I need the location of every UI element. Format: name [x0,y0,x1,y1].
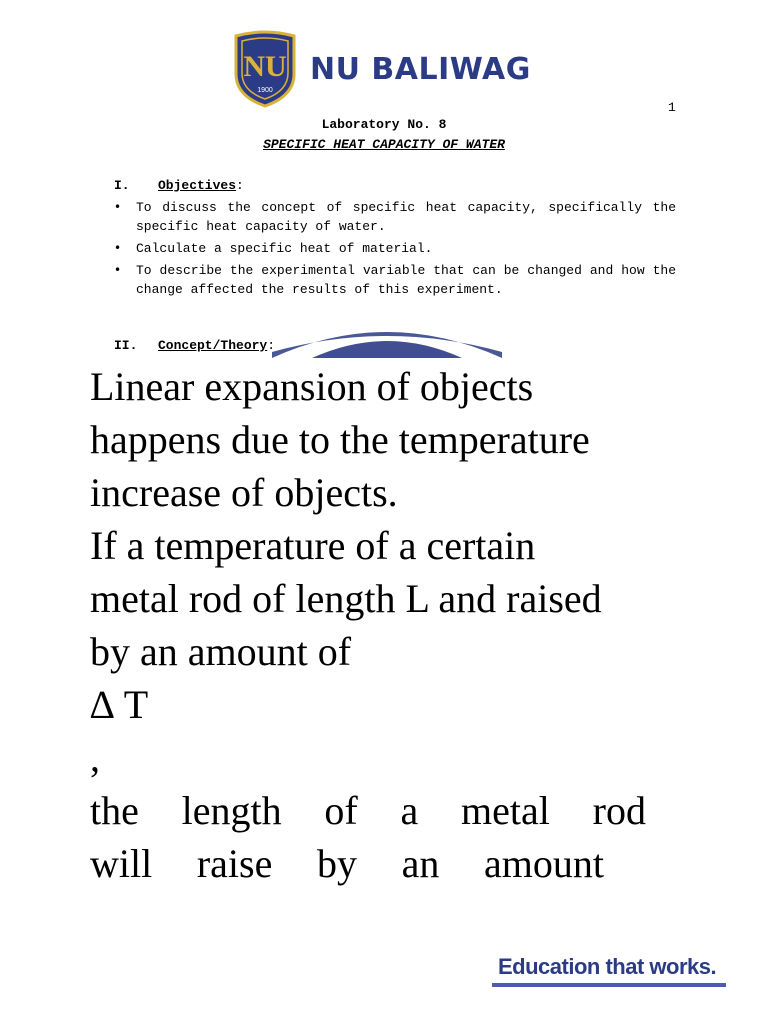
section-objectives-heading: I. Objectives: [114,178,244,193]
section-title: Objectives [158,178,237,193]
tagline-underline [492,983,726,987]
theory-line-delta-t: ∆ T [90,682,149,727]
section-number: II. [114,338,138,353]
word: will [90,841,153,886]
section-number: I. [114,178,130,193]
nu-baliwag-logo [232,30,531,108]
word: a [400,788,419,833]
theory-text [90,360,670,890]
objective-item: • Calculate a specific heat of material. [112,239,676,258]
theory-line: If a temperature of a certain [90,523,536,568]
section-theory-heading: II. Concept/Theory: [114,338,276,353]
theory-line: happens due to the temperature [90,417,590,462]
lab-number: Laboratory No. 8 [321,117,447,132]
word: the [90,788,139,833]
footer-tagline: Education that works. [498,954,717,979]
word: length [181,788,282,833]
theory-line-justified [90,837,604,890]
shield-monogram: NU [243,50,287,83]
shield-year: 1900 [257,87,273,94]
word: rod [592,788,646,833]
theory-line: metal rod of length L and raised [90,576,602,621]
word: amount [484,841,604,886]
word: metal [461,788,550,833]
theory-line-justified [90,784,646,837]
page-number: 1 [668,100,676,115]
section-title: Concept/Theory [158,338,268,353]
objectives-list [112,198,676,302]
theory-line: by an amount of [90,629,352,674]
lab-title: SPECIFIC HEAT CAPACITY OF WATER [263,137,505,152]
nu-shield-icon [232,30,298,108]
objective-item: • To discuss the concept of specific heat capacity, specifically the specific heat capacity of water. [112,198,676,236]
objective-item: • To describe the experimental variable that can be changed and how the change affected the results of this experiment. [112,261,676,299]
word: raise [196,841,273,886]
theory-line: Linear expansion of objects [90,364,534,409]
watermark-shield-icon [272,310,502,358]
word: an [401,841,440,886]
theory-line: , [90,735,100,780]
theory-line: increase of objects. [90,470,398,515]
word: of [324,788,358,833]
word: by [317,841,357,886]
brand-name: NU BALIWAG [310,51,531,87]
